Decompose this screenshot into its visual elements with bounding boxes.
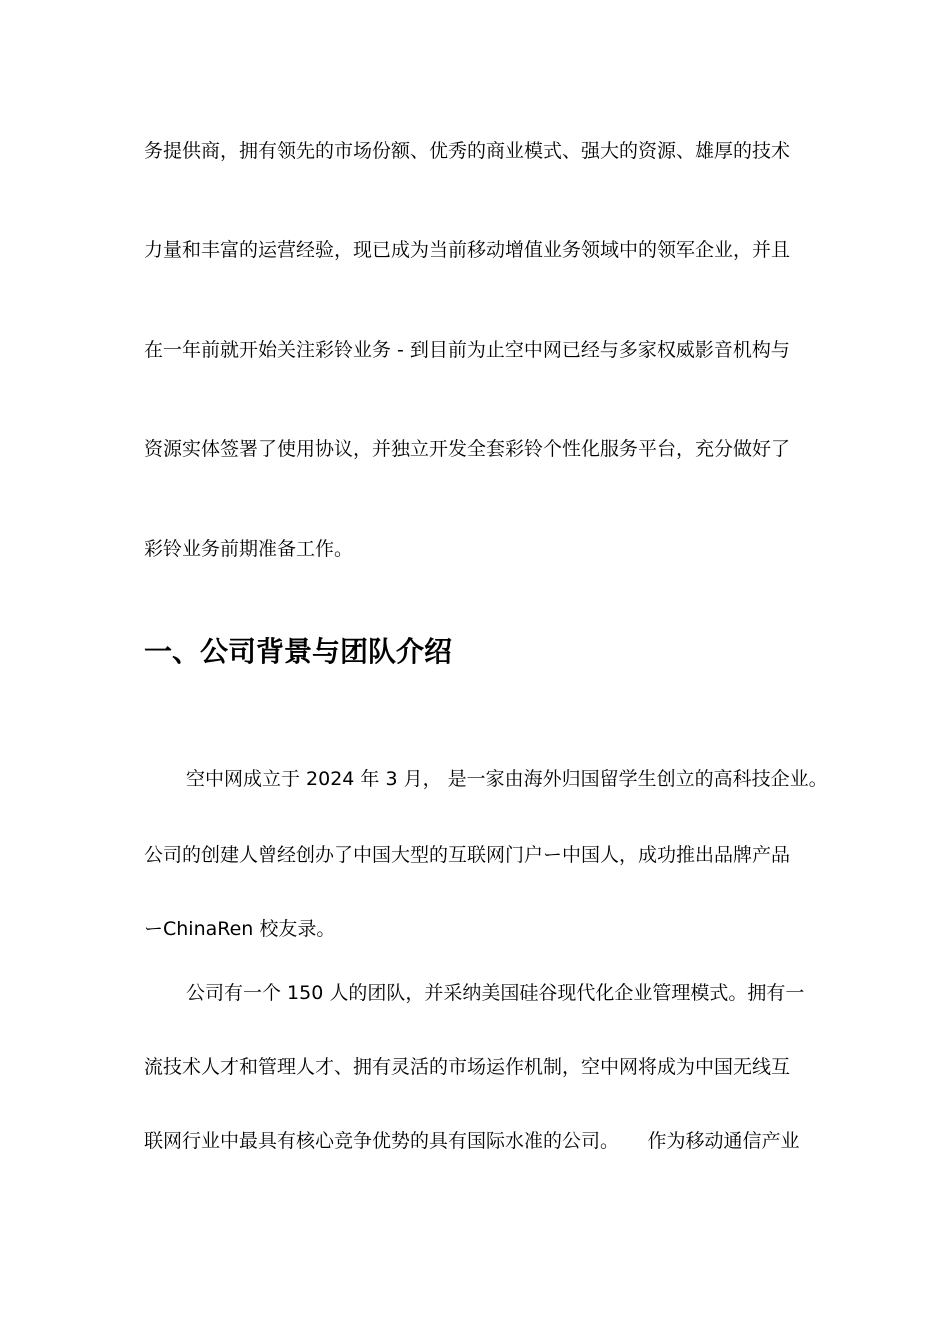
text-line: 彩铃业务前期准备工作。 <box>144 538 354 560</box>
text-line: 公司有一个 150 人的团队，并采纳美国硅谷现代化企业管理模式。拥有一 <box>186 982 805 1004</box>
text-line: 资源实体签署了使用协议，并独立开发全套彩铃个性化服务平台，充分做好了 <box>144 438 791 460</box>
section-heading: 一、公司背景与团队介绍 <box>144 635 453 668</box>
text-line: 流技术人才和管理人才、拥有灵活的市场运作机制，空中网将成为中国无线互 <box>144 1056 791 1078</box>
text-line: 空中网成立于 2024 年 3 月， 是一家由海外归国留学生创立的高科技企业。 <box>186 768 828 790</box>
text-line: 力量和丰富的运营经验，现已成为当前移动增值业务领域中的领军企业，并且 <box>144 239 791 261</box>
text-line: ーChinaRen 校友录。 <box>144 918 336 940</box>
text-line: 务提供商，拥有领先的市场份额、优秀的商业模式、强大的资源、雄厚的技术 <box>144 140 791 162</box>
text-line: 公司的创建人曾经创办了中国大型的互联网门户ー中国人，成功推出品牌产品 <box>144 844 791 866</box>
text-line: 联网行业中最具有核心竞争优势的具有国际水准的公司。 作为移动通信产业 <box>144 1130 800 1152</box>
text-line: 在一年前就开始关注彩铃业务 - 到目前为止空中网已经与多家权威影音机构与 <box>144 339 790 361</box>
